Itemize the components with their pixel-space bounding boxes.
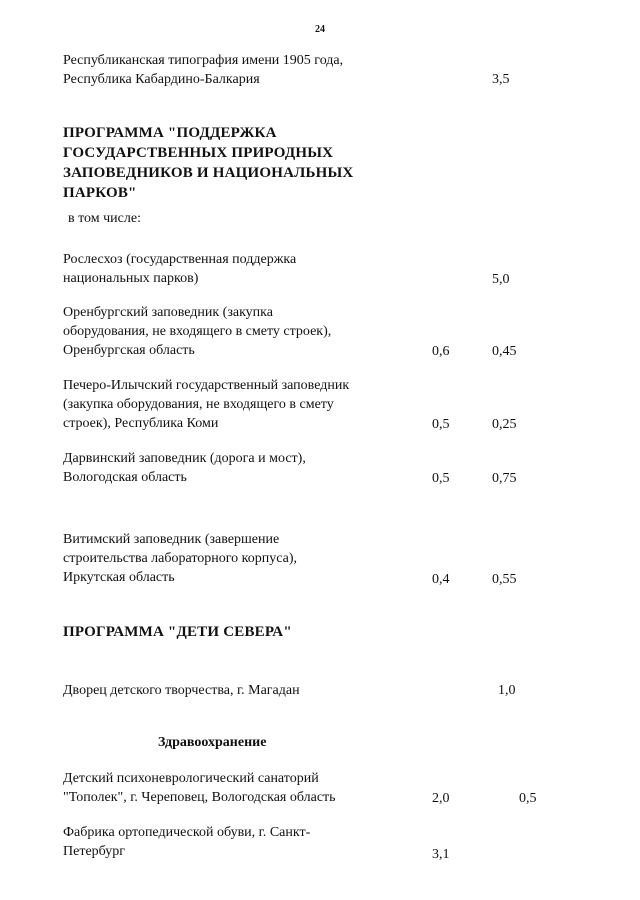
entry-3-value-1: 0,5 xyxy=(432,417,450,432)
entry-0-value-2: 3,5 xyxy=(492,72,510,87)
entry-2-text: Оренбургский заповедник (закупка оборудования, не входящего в смету строек), Оренбургская область xyxy=(63,305,332,358)
entry-5-value-1: 0,4 xyxy=(432,572,450,587)
entry-4-text: Дарвинский заповедник (дорога и мост), Вологодская область xyxy=(63,451,306,485)
entry-8-text: Фабрика ортопедической обуви, г. Санкт- Петербург xyxy=(63,825,311,859)
page-number: 24 xyxy=(315,24,325,35)
entry-7-text: Детский психоневрологический санаторий "Тополек", г. Череповец, Вологодская область xyxy=(63,771,336,805)
entry-5-value-2: 0,55 xyxy=(492,572,517,587)
entry-0-text: Республиканская типография имени 1905 года, Республика Кабардино-Балкария xyxy=(63,53,344,87)
entry-6-value-2: 1,0 xyxy=(498,683,516,698)
entry-1-text: Рослесхоз (государственная поддержка национальных парков) xyxy=(63,252,297,286)
entry-5-text: Витимский заповедник (завершение строительства лабораторного корпуса), Иркутская область xyxy=(63,532,298,585)
entry-2-value-2: 0,45 xyxy=(492,344,517,359)
entry-3-text: Печеро-Илычский государственный заповедник (закупка оборудования, не входящего в смету строек), Республика Коми xyxy=(63,378,350,431)
entry-2-value-1: 0,6 xyxy=(432,344,450,359)
entry-7-value-1: 2,0 xyxy=(432,791,450,806)
entry-8-value-1: 3,1 xyxy=(432,847,450,862)
including-label: в том числе: xyxy=(68,211,141,226)
entry-4-value-1: 0,5 xyxy=(432,471,450,486)
program-heading-children-of-north: ПРОГРАММА "ДЕТИ СЕВЕРА" xyxy=(63,624,292,640)
entry-4-value-2: 0,75 xyxy=(492,471,517,486)
program-heading-nature-reserves: ПРОГРАММА "ПОДДЕРЖКА ГОСУДАРСТВЕННЫХ ПРИРОДНЫХ ЗАПОВЕДНИКОВ И НАЦИОНАЛЬНЫХ ПАРКОВ" xyxy=(63,125,354,201)
entry-1-value-2: 5,0 xyxy=(492,272,510,287)
entry-7-value-3: 0,5 xyxy=(519,791,537,806)
entry-3-value-2: 0,25 xyxy=(492,417,517,432)
entry-6-text: Дворец детского творчества, г. Магадан xyxy=(63,683,300,698)
section-heading-health: Здравоохранение xyxy=(158,735,267,750)
